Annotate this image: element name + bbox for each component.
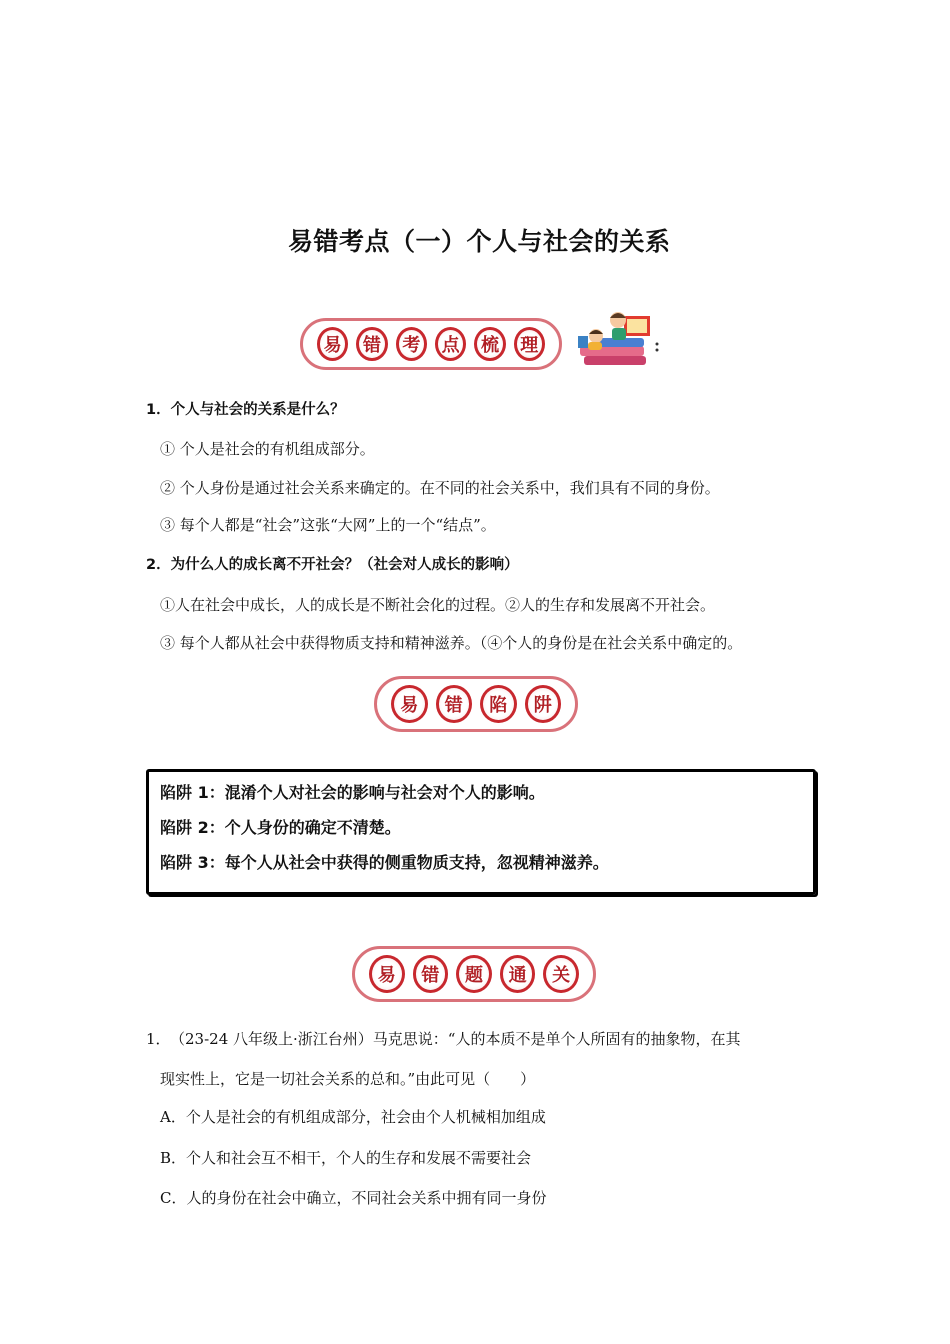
banner-char: 关 <box>543 955 579 993</box>
banner-char: 理 <box>514 327 545 361</box>
banner-char: 错 <box>356 327 387 361</box>
banner-char: 易 <box>369 955 405 993</box>
question-heading: 1．个人与社会的关系是什么？ <box>146 402 345 418</box>
banner-char: 易 <box>391 685 428 723</box>
option-a: A．个人是社会的有机组成部分，社会由个人机械相加组成 <box>160 1108 546 1126</box>
banner-char: 陷 <box>480 685 517 723</box>
banner-char: 考 <box>396 327 427 361</box>
reading-kids-icon <box>574 306 660 368</box>
trap-item: 陷阱 3：每个人从社会中获得的侧重物质支持，忽视精神滋养。 <box>160 853 609 872</box>
banner-char: 点 <box>435 327 466 361</box>
point-text: ①人在社会中成长，人的成长是不断社会化的过程。②人的生存和发展离不开社会。 <box>160 596 716 614</box>
point-text: ① 个人是社会的有机组成部分。 <box>160 440 375 458</box>
exercise-number: 1． <box>146 1030 171 1048</box>
banner-char: 梳 <box>474 327 505 361</box>
option-c: C．人的身份在社会中确立，不同社会关系中拥有同一身份 <box>160 1189 547 1207</box>
banner-char: 通 <box>500 955 536 993</box>
option-b: B．个人和社会互不相干，个人的生存和发展不需要社会 <box>160 1149 532 1167</box>
banner-char: 错 <box>436 685 473 723</box>
practice-banner <box>352 946 596 1002</box>
point-text: ③ 每个人都是“社会”这张“大网”上的一个“结点”。 <box>160 516 496 534</box>
question-heading: 2．为什么人的成长离不开社会？（社会对人成长的影响） <box>146 557 519 573</box>
point-text: ② 个人身份是通过社会关系来确定的。在不同的社会关系中，我们具有不同的身份。 <box>160 479 720 497</box>
exercise-stem: （23-24 八年级上·浙江台州）马克思说：“人的本质不是单个人所固有的抽象物，在其 <box>170 1030 741 1048</box>
banner-char: 错 <box>413 955 449 993</box>
banner-char: 题 <box>456 955 492 993</box>
trap-item: 陷阱 2：个人身份的确定不清楚。 <box>160 818 401 837</box>
trap-item: 陷阱 1：混淆个人对社会的影响与社会对个人的影响。 <box>160 783 545 802</box>
traps-banner <box>374 676 578 732</box>
review-banner <box>300 318 562 370</box>
exercise-stem: 现实性上，它是一切社会关系的总和。”由此可见（ ） <box>160 1070 536 1088</box>
banner-char: 易 <box>317 327 348 361</box>
banner-char: 阱 <box>525 685 562 723</box>
point-text: ③ 每个人都从社会中获得物质支持和精神滋养。（④个人的身份是在社会关系中确定的。 <box>160 634 743 652</box>
